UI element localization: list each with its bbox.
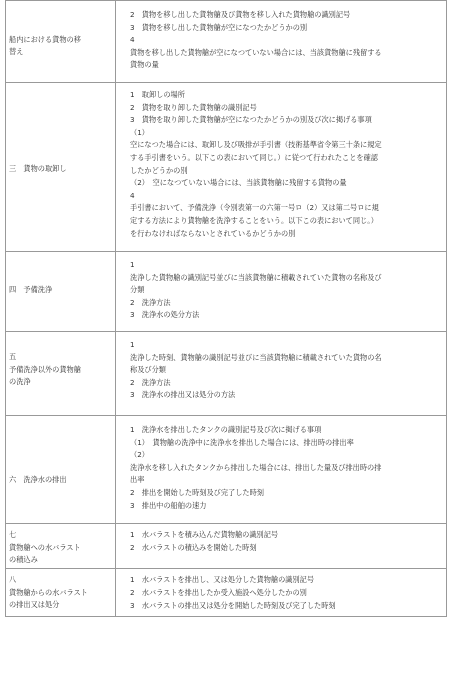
content-line: 3 洗浄水の処分方法 xyxy=(130,310,200,320)
content-line: 1 取卸しの場所 xyxy=(130,89,185,99)
table-row xyxy=(6,416,447,524)
row-heading-line: の洗浄 xyxy=(9,377,31,387)
row-heading-cell xyxy=(6,252,116,332)
row-heading-line xyxy=(9,339,112,351)
row-heading-line xyxy=(9,9,112,21)
row-heading-line xyxy=(9,114,112,126)
row-heading-line: 五 xyxy=(9,352,17,362)
content-line: 2 洗浄方法 xyxy=(130,297,171,307)
content-line: 1 xyxy=(130,340,135,350)
row-heading-line xyxy=(9,21,112,33)
content-line: （2） xyxy=(130,450,149,460)
content-line: 3 貨物を取り卸した貨物艙が空になつたかどうかの別及び次に掲げる事項 xyxy=(130,115,372,125)
content-line: 2 水バラストの積込みを開始した時刻 xyxy=(130,542,257,552)
row-heading-cell xyxy=(6,569,116,617)
row-heading-line xyxy=(9,101,112,113)
content-line: 洗浄した時刻、貨物艙の識別記号並びに当該貨物艙に積載されていた貨物の名 xyxy=(130,352,382,362)
content-line: 2 排出を開始した時刻及び完了した時刻 xyxy=(130,488,264,497)
table-body xyxy=(6,1,447,617)
content-line: 2 洗浄方法 xyxy=(130,377,171,387)
content-line: 洗浄した貨物艙の識別記号並びに当該貨物艙に積載されていた貨物の名称及び xyxy=(130,272,382,282)
row-content-cell xyxy=(116,332,447,416)
row-heading-line: 八 xyxy=(9,575,17,585)
row-heading-line xyxy=(9,259,112,271)
content-line: 出率 xyxy=(130,475,145,485)
content-line: 1 洗浄水を排出したタンクの識別記号及び次に掲げる事項 xyxy=(130,425,322,435)
content-line: 手引書において、予備洗浄（令別表第一の六第一号ロ（2）又は第二号ロに規 xyxy=(130,203,379,213)
row-heading-line xyxy=(9,272,112,284)
content-line: 定する方法により貨物艙を洗浄することをいう。以下この表において同じ。） xyxy=(130,215,378,225)
row-heading-line xyxy=(9,139,112,151)
table-row xyxy=(6,1,447,83)
content-line: 3 貨物を移し出した貨物艙が空になつたかどうかの別 xyxy=(130,22,308,32)
table-row xyxy=(6,524,447,569)
content-line: （2） 空になつていない場合には、当該貨物艙に残留する貨物の量 xyxy=(130,178,347,188)
row-heading-line xyxy=(9,126,112,138)
table-row xyxy=(6,569,447,617)
table-row xyxy=(6,332,447,416)
row-content-cell xyxy=(116,416,447,524)
row-heading-line: 替え xyxy=(9,47,24,57)
row-heading-line: の排出又は処分 xyxy=(9,600,60,610)
row-heading-line xyxy=(9,151,112,163)
content-line: 2 水バラストを排出したか受入施設へ処分したかの別 xyxy=(130,588,307,597)
table-row xyxy=(6,82,447,251)
row-heading-line: 四 予備洗浄 xyxy=(9,284,53,294)
row-heading-line xyxy=(9,449,112,461)
content-line: 洗浄水を移し入れたタンクから排出した場合には、排出した量及び排出時の排 xyxy=(130,462,382,472)
row-heading-cell xyxy=(6,1,116,83)
content-line: 貨物の量 xyxy=(130,60,159,70)
content-line: （1） 貨物艙の洗浄中に洗浄水を排出した場合には、排出時の排出率 xyxy=(130,437,354,447)
content-line: したかどうかの別 xyxy=(130,165,188,175)
row-content-cell xyxy=(116,1,447,83)
table-row xyxy=(6,252,447,332)
row-heading-line xyxy=(9,436,112,448)
content-line: 1 水バラストを排出し、又は処分した貨物艙の識別記号 xyxy=(130,575,315,585)
row-heading-line: 三 貨物の取卸し xyxy=(9,164,67,174)
row-heading-line xyxy=(9,89,112,101)
content-line: 称及び分類 xyxy=(130,365,166,375)
row-heading-cell xyxy=(6,416,116,524)
content-line: 4 xyxy=(130,35,135,45)
row-heading-line: 貨物艙への水バラスト xyxy=(9,542,81,552)
row-heading-line: 七 xyxy=(9,530,17,540)
content-line: する手引書をいう。以下この表において同じ。）に従つて行われたことを確認 xyxy=(130,152,378,162)
row-content-cell xyxy=(116,252,447,332)
row-heading-line: 貨物艙からの水バラスト xyxy=(9,587,88,597)
content-line: 分類 xyxy=(130,285,145,295)
content-line: 4 xyxy=(130,190,135,200)
content-line: 2 貨物を移し出した貨物艙及び貨物を移し入れた貨物艙の識別記号 xyxy=(130,10,351,19)
row-heading-cell xyxy=(6,524,116,569)
row-heading-line: 予備洗浄以外の貨物艙 xyxy=(9,364,81,374)
content-line: 3 洗浄水の排出又は処分の方法 xyxy=(130,390,236,400)
row-heading-line: の積込み xyxy=(9,555,38,564)
row-content-cell xyxy=(116,82,447,251)
row-heading-cell xyxy=(6,332,116,416)
content-line: 貨物を移し出した貨物艙が空になつていない場合には、当該貨物艙に残留する xyxy=(130,47,382,57)
row-content-cell xyxy=(116,524,447,569)
row-heading-line xyxy=(9,461,112,473)
row-heading-line: 六 洗浄水の排出 xyxy=(9,474,67,484)
document-table xyxy=(5,0,447,617)
content-line: 空になつた場合には、取卸し及び吸排が手引書（技術基準省令第三十条に規定 xyxy=(130,140,382,150)
row-heading-line: 船内における貨物の移 xyxy=(9,34,81,44)
content-line: 2 貨物を取り卸した貨物艙の識別記号 xyxy=(130,102,257,112)
content-line: 3 水バラストの排出又は処分を開始した時刻及び完了した時刻 xyxy=(130,600,336,610)
content-line: を行わなければならないとされているかどうかの別 xyxy=(130,228,296,238)
content-line: （1） xyxy=(130,127,149,137)
row-content-cell xyxy=(116,569,447,617)
content-line: 3 排出中の船舶の速力 xyxy=(130,500,207,510)
row-heading-cell xyxy=(6,82,116,251)
row-heading-line xyxy=(9,424,112,436)
content-line: 1 xyxy=(130,260,135,270)
content-line: 1 水バラストを積み込んだ貨物艙の識別記号 xyxy=(130,530,279,540)
